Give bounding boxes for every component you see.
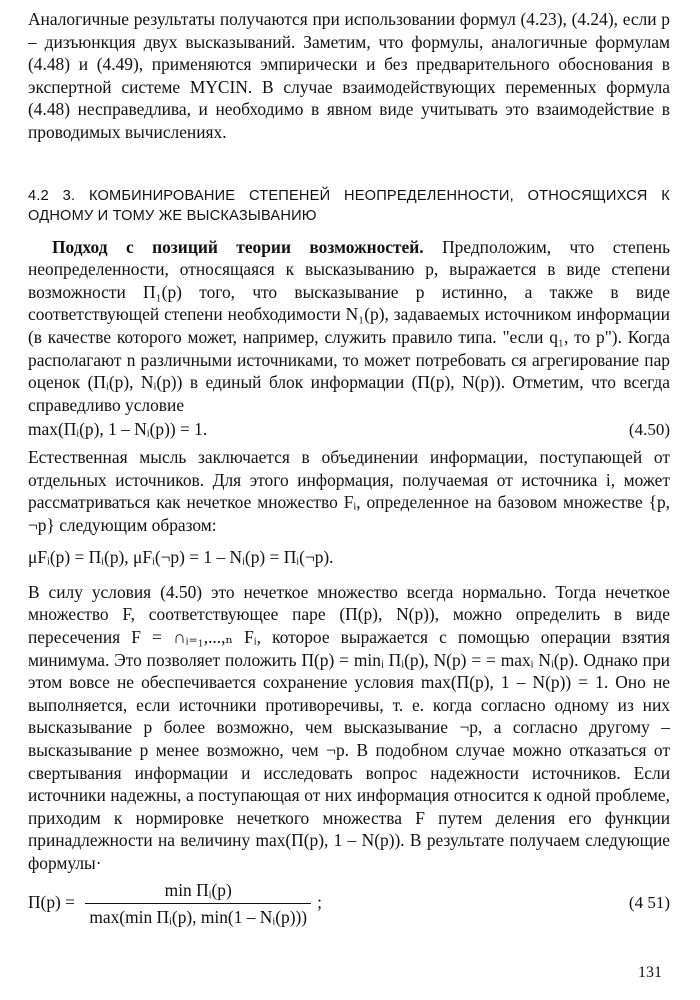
formula-4-51-tail: ;	[317, 891, 322, 912]
section-heading: 4.2 3. КОМБИНИРОВАНИЕ СТЕПЕНЕЙ НЕОПРЕДЕЛЕННОСТИ, ОТНОСЯЩИХСЯ К ОДНОМУ И ТОМУ ЖЕ ВЫСКАЗЫВАНИЮ	[28, 187, 670, 224]
formula-4-51-numerator: min Πᵢ(p)	[164, 879, 232, 900]
formula-4-51-lhs: Π(p) =	[28, 891, 75, 912]
page-body	[28, 8, 670, 929]
page-number: 131	[638, 964, 662, 981]
paragraph-top: Аналогичные результаты получаются при использовании формул (4.23), (4.24), если p – дизъюнкция двух высказываний. Заметим, что формулы, аналогичные формулам (4.48) и (4.49), применяются эмпирически и без предварительного обоснования в экспертной системе MYCIN. В случае взаимодействующих переменных формула (4.48) несправедлива, и необходимо в явном виде учитывать это взаимодействие в проводимых вычислениях.	[28, 9, 670, 142]
formula-4-51-denominator: max(min Πᵢ(p), min(1 – Nᵢ(p)))	[85, 903, 311, 929]
formula-membership-body: μFᵢ(p) = Πᵢ(p), μFᵢ(¬p) = 1 – Nᵢ(p) = Πᵢ(¬p).	[28, 547, 334, 568]
formula-4-51-fraction	[85, 879, 311, 929]
formula-membership	[28, 546, 670, 569]
equation-number-4-51: (4 51)	[628, 893, 670, 913]
formula-4-51-expression	[28, 879, 322, 929]
equation-number-4-50: (4.50)	[628, 420, 670, 440]
paragraph-natural-idea: Естественная мысль заключается в объединении информации, поступающей от отдельных источников. Для этого информация, получаемая от источника i, может рассматриваться как нечеткое множество Fᵢ, определенное на базовом множестве {p, ¬p} следующим образом:	[28, 446, 670, 535]
paragraph-normal-set: В силу условия (4.50) это нечеткое множество всегда нормально. Тогда нечеткое множество F, соответствующее паре (Π(p), N(p)), можно определить в виде пересечения F = ∩ᵢ₌₁,...,ₙ Fᵢ, которое выражается с помощью операции взятия минимума. Это позволяет положить Π(p) = minᵢ Πᵢ(p), N(p) = = maxᵢ Nᵢ(p). Однако при этом вовсе не обеспечивается сохранение условия max(Π(p), 1 – N(p)) = 1. Оно не выполняется, если источники противоречивы, т. е. когда согласно одному из них высказывание p более возможно, чем высказывание ¬p, а согласно другому – высказывание p менее возможно, чем ¬p. В подобном случае можно отказаться от свертывания информации и исследовать вопрос надежности источников. Если источники надежны, а поступающая от них информация относится к одной проблеме, приходим к нормировке нечеткого множества F путем деления его функции принадлежности на величину max(Π(p), 1 – N(p)). В результате получаем следующие формулы·	[28, 581, 670, 873]
paragraph-lead-bold: Подход с позиций теории возможностей.	[52, 236, 424, 257]
paragraph-possibility-theory	[28, 236, 670, 417]
paragraph-possibility-text: Предположим, что степень неопределенности, относящаяся к высказыванию p, выражается в виде степени возможности Π₁(p) того, что высказывание p истинно, а также в виде соответствующей степени необходимости N₁(p), задаваемых источником информации (в качестве которого может, например, служить правило типа. "если q₁, то p"). Когда располагают n различными источниками, то может потребовать ся агрегирование пар оценок (Πᵢ(p), Nᵢ(p)) в единый блок информации (Π(p), N(p)). Отметим, что всегда справедливо условие	[28, 236, 670, 415]
formula-4-51	[28, 879, 670, 929]
formula-4-50-body: max(Πᵢ(p), 1 – Nᵢ(p)) = 1.	[28, 419, 208, 440]
formula-4-50	[28, 418, 670, 442]
